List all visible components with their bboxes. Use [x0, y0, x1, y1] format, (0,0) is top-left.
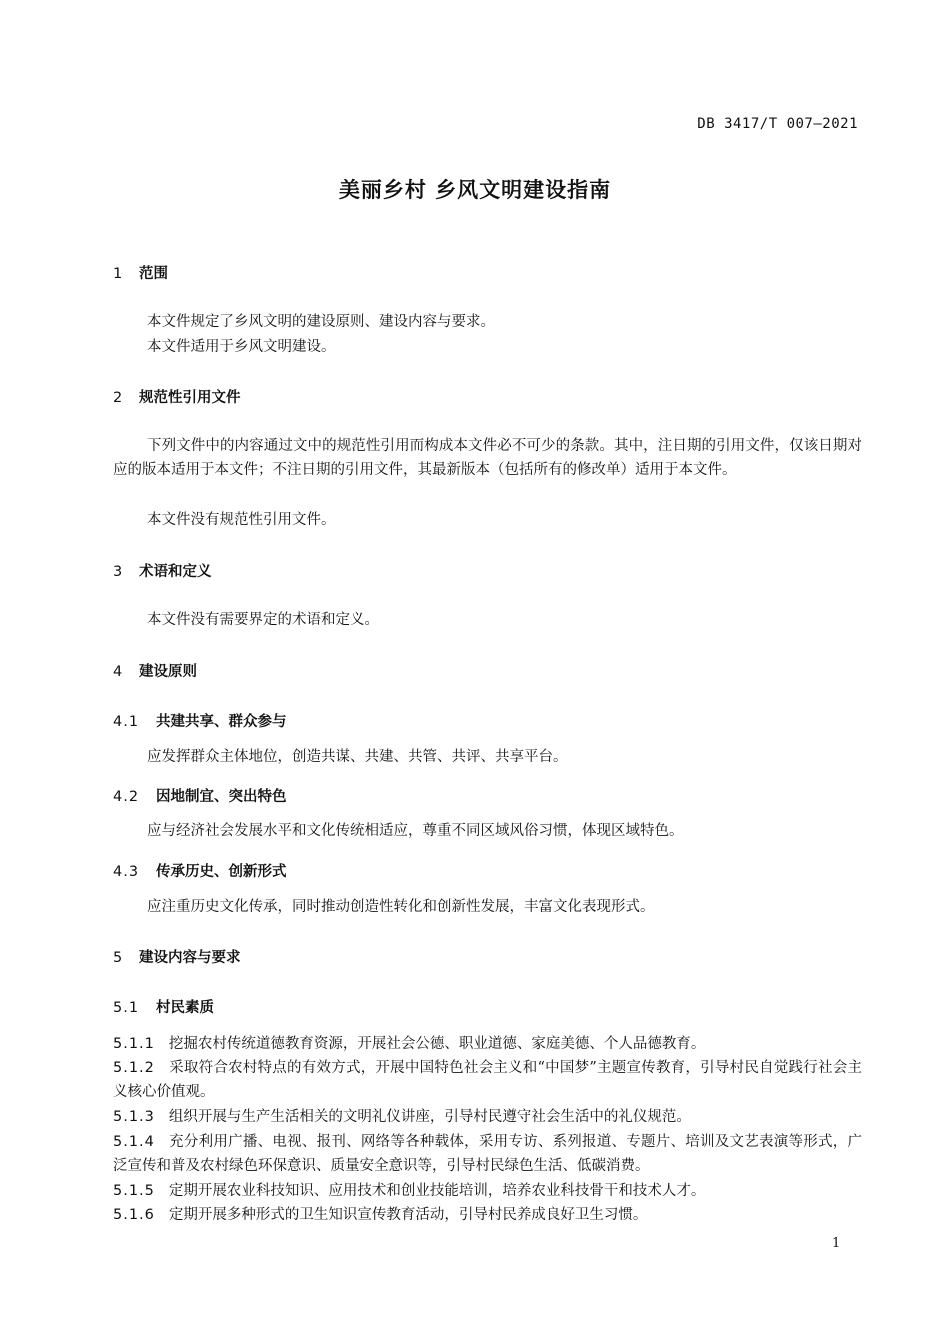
section-title: 术语和定义 — [139, 564, 212, 580]
clause-text: 挖掘农村传统道德教育资源，开展社会公德、职业道德、家庭美德、个人品德教育。 — [168, 1036, 706, 1052]
document-number: DB 3417/T 007—2021 — [697, 116, 858, 132]
section-3-paragraph-1: 本文件没有需要界定的术语和定义。 — [147, 612, 379, 628]
subsection-4-1-text: 应发挥群众主体地位，创造共谋、共建、共管、共评、共享平台。 — [147, 749, 568, 765]
subsection-number: 4.2 — [113, 789, 140, 805]
clause-5-1-4 — [113, 1130, 862, 1178]
section-title: 范围 — [139, 266, 168, 282]
section-number: 3 — [113, 564, 123, 580]
section-title: 建设原则 — [139, 664, 197, 680]
subsection-4-3-text: 应注重历史文化传承，同时推动创造性转化和创新性发展，丰富文化表现形式。 — [147, 899, 655, 915]
section-number: 5 — [113, 950, 123, 966]
section-1-heading — [113, 262, 168, 283]
section-2-paragraph-1: 下列文件中的内容通过文中的规范性引用而构成本文件必不可少的条款。其中，注日期的引用文件，仅该日期对应的版本适用于本文件；不注日期的引用文件，其最新版本（包括所有的修改单）适用于本文件。 — [113, 438, 862, 478]
subsection-number: 4.3 — [113, 864, 140, 880]
clause-text: 组织开展与生产生活相关的文明礼仪讲座，引导村民遵守社会生活中的礼仪规范。 — [168, 1109, 691, 1125]
subsection-title: 传承历史、创新形式 — [156, 864, 287, 880]
subsection-number: 4.1 — [113, 714, 140, 730]
clause-5-1-1 — [113, 1032, 862, 1056]
subsection-number: 5.1 — [113, 1000, 140, 1016]
section-1-paragraph-2: 本文件适用于乡风文明建设。 — [147, 339, 336, 355]
section-2-heading — [113, 386, 241, 407]
section-number: 2 — [113, 390, 123, 406]
subsection-5-1-heading — [113, 996, 214, 1017]
page-number: 1 — [832, 1236, 841, 1251]
clause-number: 5.1.5 — [113, 1183, 155, 1199]
clause-text: 定期开展多种形式的卫生知识宣传教育活动，引导村民养成良好卫生习惯。 — [168, 1207, 648, 1223]
section-1-paragraph-1: 本文件规定了乡风文明的建设原则、建设内容与要求。 — [147, 314, 495, 330]
clause-text: 定期开展农业科技知识、应用技术和创业技能培训，培养农业科技骨干和技术人才。 — [168, 1183, 706, 1199]
section-5-heading — [113, 946, 241, 967]
subsection-4-2-heading — [113, 785, 287, 806]
subsection-title: 共建共享、群众参与 — [156, 714, 287, 730]
subsection-title: 因地制宜、突出特色 — [156, 789, 287, 805]
clause-number: 5.1.4 — [113, 1134, 155, 1150]
section-3-heading — [113, 560, 212, 581]
section-4-heading — [113, 660, 197, 681]
document-title: 美丽乡村 乡风文明建设指南 — [338, 178, 612, 202]
section-number: 4 — [113, 664, 123, 680]
clause-number: 5.1.2 — [113, 1060, 155, 1076]
clause-number: 5.1.6 — [113, 1207, 155, 1223]
section-title: 建设内容与要求 — [139, 950, 241, 966]
clause-number: 5.1.1 — [113, 1036, 155, 1052]
section-number: 1 — [113, 266, 123, 282]
clause-number: 5.1.3 — [113, 1109, 155, 1125]
subsection-4-2-text: 应与经济社会发展水平和文化传统相适应，尊重不同区域风俗习惯，体现区域特色。 — [147, 823, 684, 839]
subsection-4-3-heading — [113, 860, 287, 881]
clause-5-1-5 — [113, 1179, 862, 1203]
section-title: 规范性引用文件 — [139, 390, 241, 406]
clause-5-1-3 — [113, 1105, 862, 1129]
clause-5-1-2 — [113, 1056, 862, 1104]
subsection-4-1-heading — [113, 710, 287, 731]
clause-5-1-6 — [113, 1203, 862, 1227]
clause-text: 充分利用广播、电视、报刊、网络等各种载体，采用专访、系列报道、专题片、培训及文艺表演等形式，广泛宣传和普及农村绿色环保意识、质量安全意识等，引导村民绿色生活、低碳消费。 — [113, 1134, 862, 1174]
section-2-paragraph-2: 本文件没有规范性引用文件。 — [147, 512, 336, 528]
clause-text: 采取符合农村特点的有效方式，开展中国特色社会主义和“中国梦”主题宣传教育，引导村民自觉践行社会主义核心价值观。 — [113, 1060, 862, 1100]
subsection-title: 村民素质 — [156, 1000, 214, 1016]
